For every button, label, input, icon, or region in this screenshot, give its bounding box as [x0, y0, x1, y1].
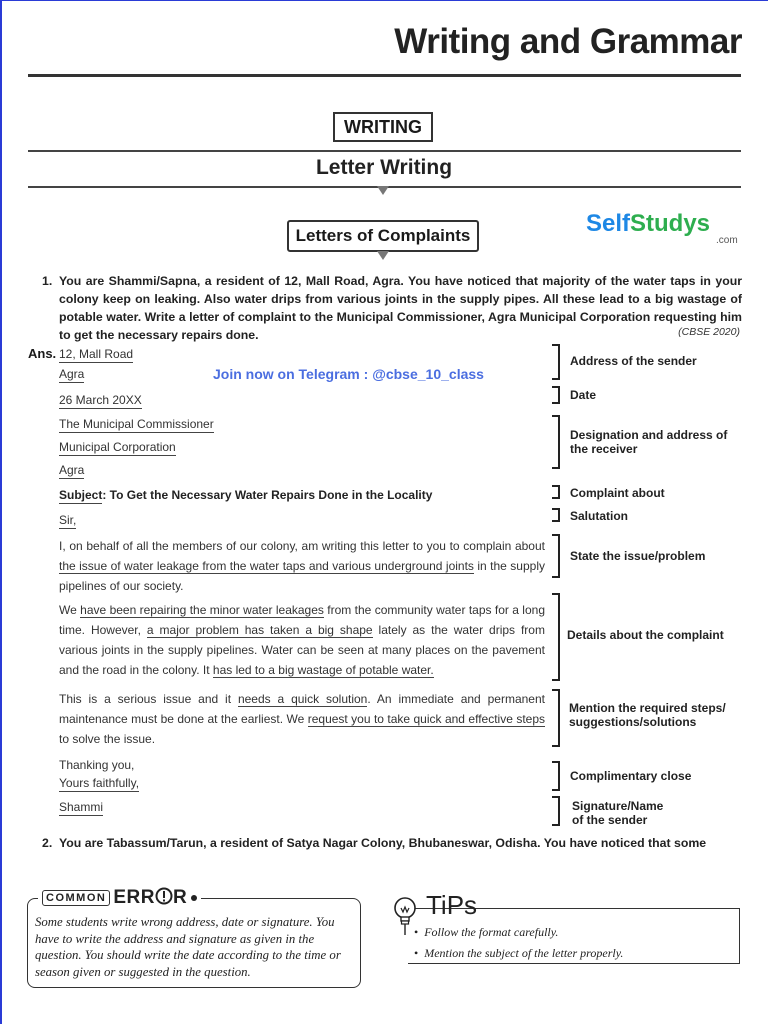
arrow-down-icon: [377, 251, 389, 260]
bracket: [552, 485, 560, 499]
tips-title: TiPs: [426, 890, 478, 920]
selfstudys-logo: SelfStudys: [586, 210, 711, 237]
question-text: You are Shammi/Sapna, a resident of 12, Mall Road, Agra. You have noticed that majority of the water taps in your colony keep on leaking. Also water drips from various joints in the supply pipes. All these lead to a big wastage of potable water. Write a letter of complaint to the Municipal Commissioner, Agra Municipal Corporation requesting him to get the necessary repairs done.: [59, 274, 742, 342]
letter-paragraph-1: I, on behalf of all the members of our colony, am writing this letter to you to complain about the issue of water leakage from the water taps and various underground joints in the supply pipelines of our society.: [59, 539, 545, 593]
letter-subject: Subject: To Get the Necessary Water Repairs Done in the Locality: [59, 488, 433, 502]
section-label: WRITING: [333, 112, 433, 142]
sender-address-line: 12, Mall Road: [59, 347, 134, 361]
signature: Shammi: [59, 800, 104, 814]
note-issue: State the issue/problem: [570, 549, 706, 563]
bracket: [552, 508, 560, 522]
note-signature: Signature/Name of the sender: [572, 799, 664, 827]
question-number: 1.: [42, 274, 53, 288]
receiver-address-line: The Municipal Commissioner: [59, 417, 214, 431]
bracket: [552, 386, 560, 404]
question-1: [42, 272, 742, 344]
common-error-text: Some students write wrong address, date or signature. You have to write the address and signature as given in the question. You should write the date according to the time or season given or suggested in the question.: [35, 915, 341, 979]
tips-list: [414, 922, 623, 964]
salutation: Sir,: [59, 513, 77, 527]
question-number: 2.: [42, 836, 53, 850]
subtopic-title: Letters of Complaints: [287, 220, 479, 252]
note-close: Complimentary close: [570, 769, 692, 783]
exclamation-icon: [155, 887, 173, 905]
closing-line: Yours faithfully,: [59, 776, 140, 790]
question-2: [42, 836, 742, 850]
receiver-address-line: Municipal Corporation: [59, 440, 176, 454]
closing-line: Thanking you,: [59, 758, 135, 772]
letter-date: 26 March 20XX: [59, 393, 142, 407]
note-steps: Mention the required steps/ suggestions/solutions: [569, 701, 726, 729]
note-sender: Address of the sender: [570, 354, 697, 368]
divider: [28, 150, 741, 152]
bracket: [552, 534, 560, 578]
letter-paragraph-2: We have been repairing the minor water leakages from the community water taps for a long time. However, a major problem has taken a big shape lately as the water drips from various joints in the supply pipelines. Water can be seen at many places on the pavement and the road in the colony. It has led to a big wastage of potable water.: [59, 603, 545, 677]
page-border-top: [0, 0, 768, 1]
receiver-address-line: Agra: [59, 463, 85, 477]
note-date: Date: [570, 388, 597, 402]
bracket: [552, 761, 560, 791]
letter-paragraph-3: This is a serious issue and it needs a quick solution. An immediate and permanent maintenance must be done at the earliest. We request you to take quick and effective steps to solve the issue.: [59, 692, 546, 746]
bracket: [552, 796, 560, 826]
bracket: [552, 415, 560, 469]
page-border-left: [0, 0, 2, 1024]
note-complaint: Complaint about: [570, 486, 665, 500]
logo-suffix: .com: [716, 235, 738, 246]
bracket: [552, 593, 560, 681]
common-error-heading: COMMON ERR R: [38, 887, 201, 909]
topic-title: Letter Writing: [315, 156, 453, 179]
page-title: Writing and Grammar: [394, 22, 742, 61]
tip-item: • Follow the format carefully.: [414, 922, 623, 943]
tip-item: • Mention the subject of the letter properly.: [414, 943, 623, 964]
bracket: [552, 689, 560, 747]
note-salutation: Salutation: [570, 509, 629, 523]
question-source: (CBSE 2020): [678, 326, 740, 338]
answer-label: Ans.: [28, 346, 57, 361]
question-text: You are Tabassum/Tarun, a resident of Satya Nagar Colony, Bhubaneswar, Odisha. You have noticed that some: [59, 836, 707, 850]
sender-address-line: Agra: [59, 367, 85, 381]
note-receiver: Designation and address of the receiver: [570, 428, 728, 456]
arrow-down-icon: [377, 186, 389, 195]
bracket: [552, 344, 560, 380]
title-rule: [28, 74, 741, 77]
bullet-dot-icon: [191, 895, 197, 901]
note-details: Details about the complaint: [567, 628, 724, 642]
telegram-promo: Join now on Telegram : @cbse_10_class: [213, 366, 484, 382]
